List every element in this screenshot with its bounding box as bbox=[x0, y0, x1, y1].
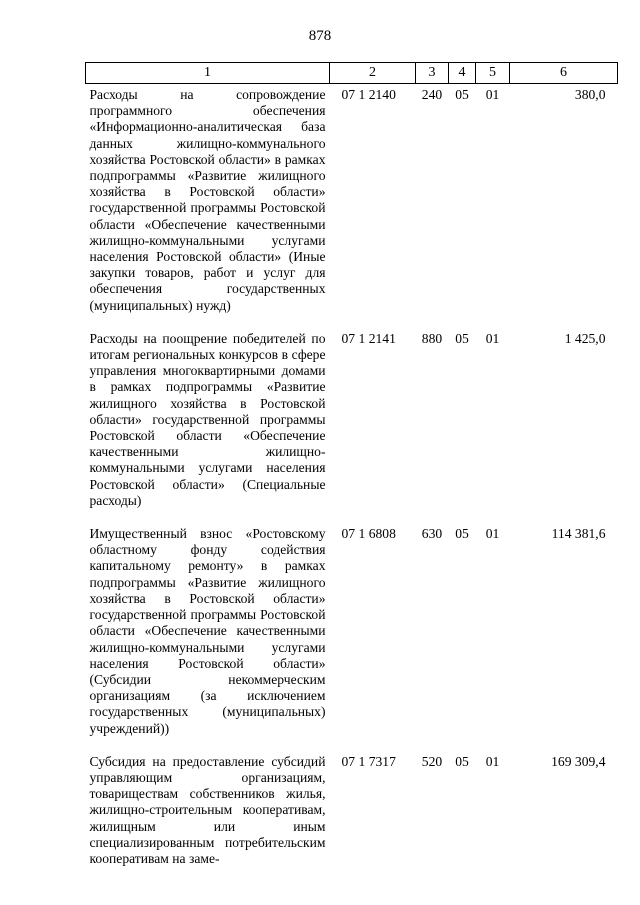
table-row bbox=[86, 84, 618, 328]
row-code: 07 1 2140 bbox=[341, 87, 396, 102]
column-header-1: 1 bbox=[86, 63, 330, 84]
row-code: 07 1 7317 bbox=[341, 753, 396, 769]
row-subsection: 01 bbox=[485, 753, 500, 769]
row-expense-type: 520 bbox=[421, 753, 443, 769]
row-subsection: 01 bbox=[485, 330, 500, 346]
row-description: Имущественный взнос «Ростовскому областному фонду содействия капитальному ремонту» в рамках подпрограммы «Развитие жилищного хозяйства в Ростовской области» государственной программы Ростовской области «Обеспечение качественными жилищно-коммунальными услугами населения Ростовской области» (Субсидии некоммерческим организациям (за исключением государственных (муниципальных) учреждений)) bbox=[89, 526, 326, 736]
row-section: 05 bbox=[455, 526, 469, 542]
column-header-5: 5 bbox=[476, 63, 510, 84]
row-amount: 114 381,6 bbox=[551, 526, 606, 542]
budget-table bbox=[85, 62, 618, 881]
row-code: 07 1 6808 bbox=[341, 526, 396, 542]
row-subsection: 01 bbox=[485, 87, 500, 102]
row-expense-type: 880 bbox=[421, 330, 443, 346]
table-header-row bbox=[86, 63, 618, 84]
row-subsection: 01 bbox=[485, 526, 500, 542]
row-code: 07 1 2141 bbox=[341, 330, 396, 346]
row-description: Расходы на поощрение победителей по итогам региональных конкурсов в сфере управления многоквартирными домами в рамках подпрограммы «Развитие жилищного хозяйства в Ростовской области» государственной программы Ростовской области «Обеспечение качественными жилищно-коммунальными услугами населения Ростовской области» (Специальные расходы) bbox=[89, 330, 326, 508]
row-amount: 380,0 bbox=[574, 87, 606, 102]
table-row bbox=[86, 751, 618, 881]
row-section: 05 bbox=[455, 87, 469, 102]
row-section: 05 bbox=[455, 330, 469, 346]
table-row bbox=[86, 328, 618, 523]
column-header-2: 2 bbox=[330, 63, 416, 84]
row-amount: 1 425,0 bbox=[564, 330, 606, 346]
row-description: Расходы на сопровождение программного обеспечения «Информационно-аналитическая база данных жилищно-коммунального хозяйства Ростовской области» в рамках подпрограммы «Развитие жилищного хозяйства в Ростовской области» государственной программы Ростовской области «Обеспечение качественными жилищно-коммунальными услугами населения Ростовской области» (Иные закупки товаров, работ и услуг для обеспечения государственных (муниципальных) нужд) bbox=[89, 87, 326, 313]
row-description: Субсидия на предоставление субсидий управляющим организациям, товариществам собственников жилья, жилищно-строительным кооперативам, жилищным или иным специализированным потребительским кооперативам на заме- bbox=[89, 753, 326, 866]
column-header-3: 3 bbox=[416, 63, 449, 84]
row-expense-type: 630 bbox=[421, 526, 443, 542]
row-section: 05 bbox=[455, 753, 469, 769]
row-expense-type: 240 bbox=[421, 87, 443, 102]
page-number: 878 bbox=[308, 28, 332, 44]
column-header-6: 6 bbox=[510, 63, 618, 84]
column-header-4: 4 bbox=[449, 63, 476, 84]
row-amount: 169 309,4 bbox=[551, 753, 606, 769]
table-row bbox=[86, 523, 618, 751]
